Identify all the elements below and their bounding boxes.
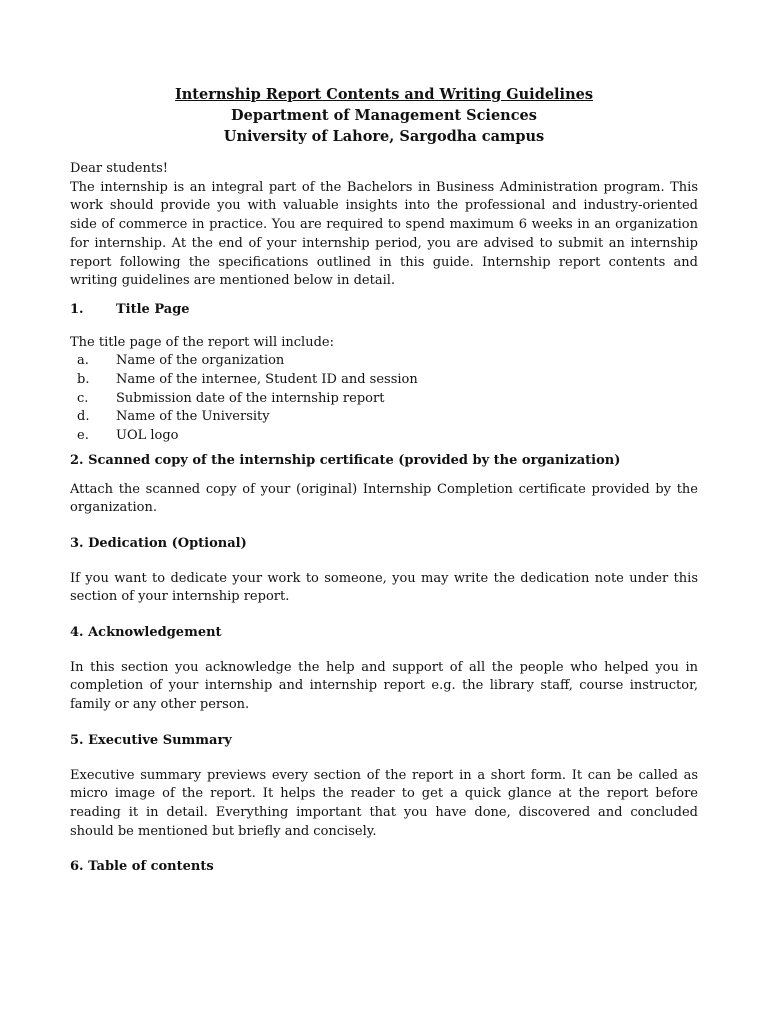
section-6-heading: 6. Table of contents bbox=[70, 859, 214, 875]
list-item bbox=[70, 390, 698, 409]
section-5-body: Executive summary previews every section of the report in a short form. It can be called as micro image of the report. It helps the reader to get a quick glance at the report before reading it in detail. Everything important that you have done, discovered and concluded should be mentioned but briefly and concisely. bbox=[70, 767, 698, 839]
list-marker: b. bbox=[77, 372, 90, 388]
section-1-intro: The title page of the report will include: bbox=[70, 334, 334, 350]
document-page bbox=[70, 84, 698, 877]
list-item bbox=[70, 371, 698, 390]
list-marker: c. bbox=[77, 390, 89, 406]
university-name: University of Lahore, Sargodha campus bbox=[223, 128, 545, 145]
list-item bbox=[70, 427, 698, 446]
list-marker: e. bbox=[77, 428, 89, 444]
section-1-heading bbox=[70, 301, 698, 320]
section-3-body: If you want to dedicate your work to someone, you may write the dedication note under this section of your internship report. bbox=[70, 570, 698, 605]
document-title: Internship Report Contents and Writing Guidelines bbox=[174, 86, 593, 103]
section-2-heading: 2. Scanned copy of the internship certificate (provided by the organization) bbox=[70, 452, 621, 468]
list-item bbox=[70, 408, 698, 427]
greeting: Dear students! bbox=[70, 161, 168, 176]
list-item-text: UOL logo bbox=[116, 428, 179, 444]
list-item-text: Submission date of the internship report bbox=[116, 390, 385, 406]
section-1-title: Title Page bbox=[116, 301, 190, 317]
list-marker: d. bbox=[77, 409, 90, 425]
list-item-text: Name of the University bbox=[116, 409, 270, 425]
list-item bbox=[70, 352, 698, 371]
section-1-number: 1. bbox=[70, 301, 84, 317]
section-4-body: In this section you acknowledge the help and support of all the people who helped you in completion of your internship and internship report e.g. the library staff, course instructor, family or any other person. bbox=[70, 659, 698, 713]
title-page-list bbox=[70, 352, 698, 446]
section-3-heading: 3. Dedication (Optional) bbox=[70, 535, 247, 551]
intro-paragraph: The internship is an integral part of the Bachelors in Business Administration program. This work should provide you with valuable insights into the professional and industry-oriented side of commerce in practice. You are required to spend maximum 6 weeks in an organization for internship. At the end of your internship period, you are advised to submit an internship report following the specifications outlined in this guide. Internship report contents and writing guidelines are mentioned below in detail. bbox=[70, 179, 698, 289]
list-item-text: Name of the internee, Student ID and session bbox=[116, 372, 418, 388]
section-2-body: Attach the scanned copy of your (original) Internship Completion certificate provided by the organization. bbox=[70, 481, 698, 516]
department-name: Department of Management Sciences bbox=[231, 107, 537, 124]
list-item-text: Name of the organization bbox=[116, 353, 285, 369]
section-5-heading: 5. Executive Summary bbox=[70, 732, 232, 748]
section-4-heading: 4. Acknowledgement bbox=[70, 625, 222, 641]
list-marker: a. bbox=[77, 353, 89, 369]
